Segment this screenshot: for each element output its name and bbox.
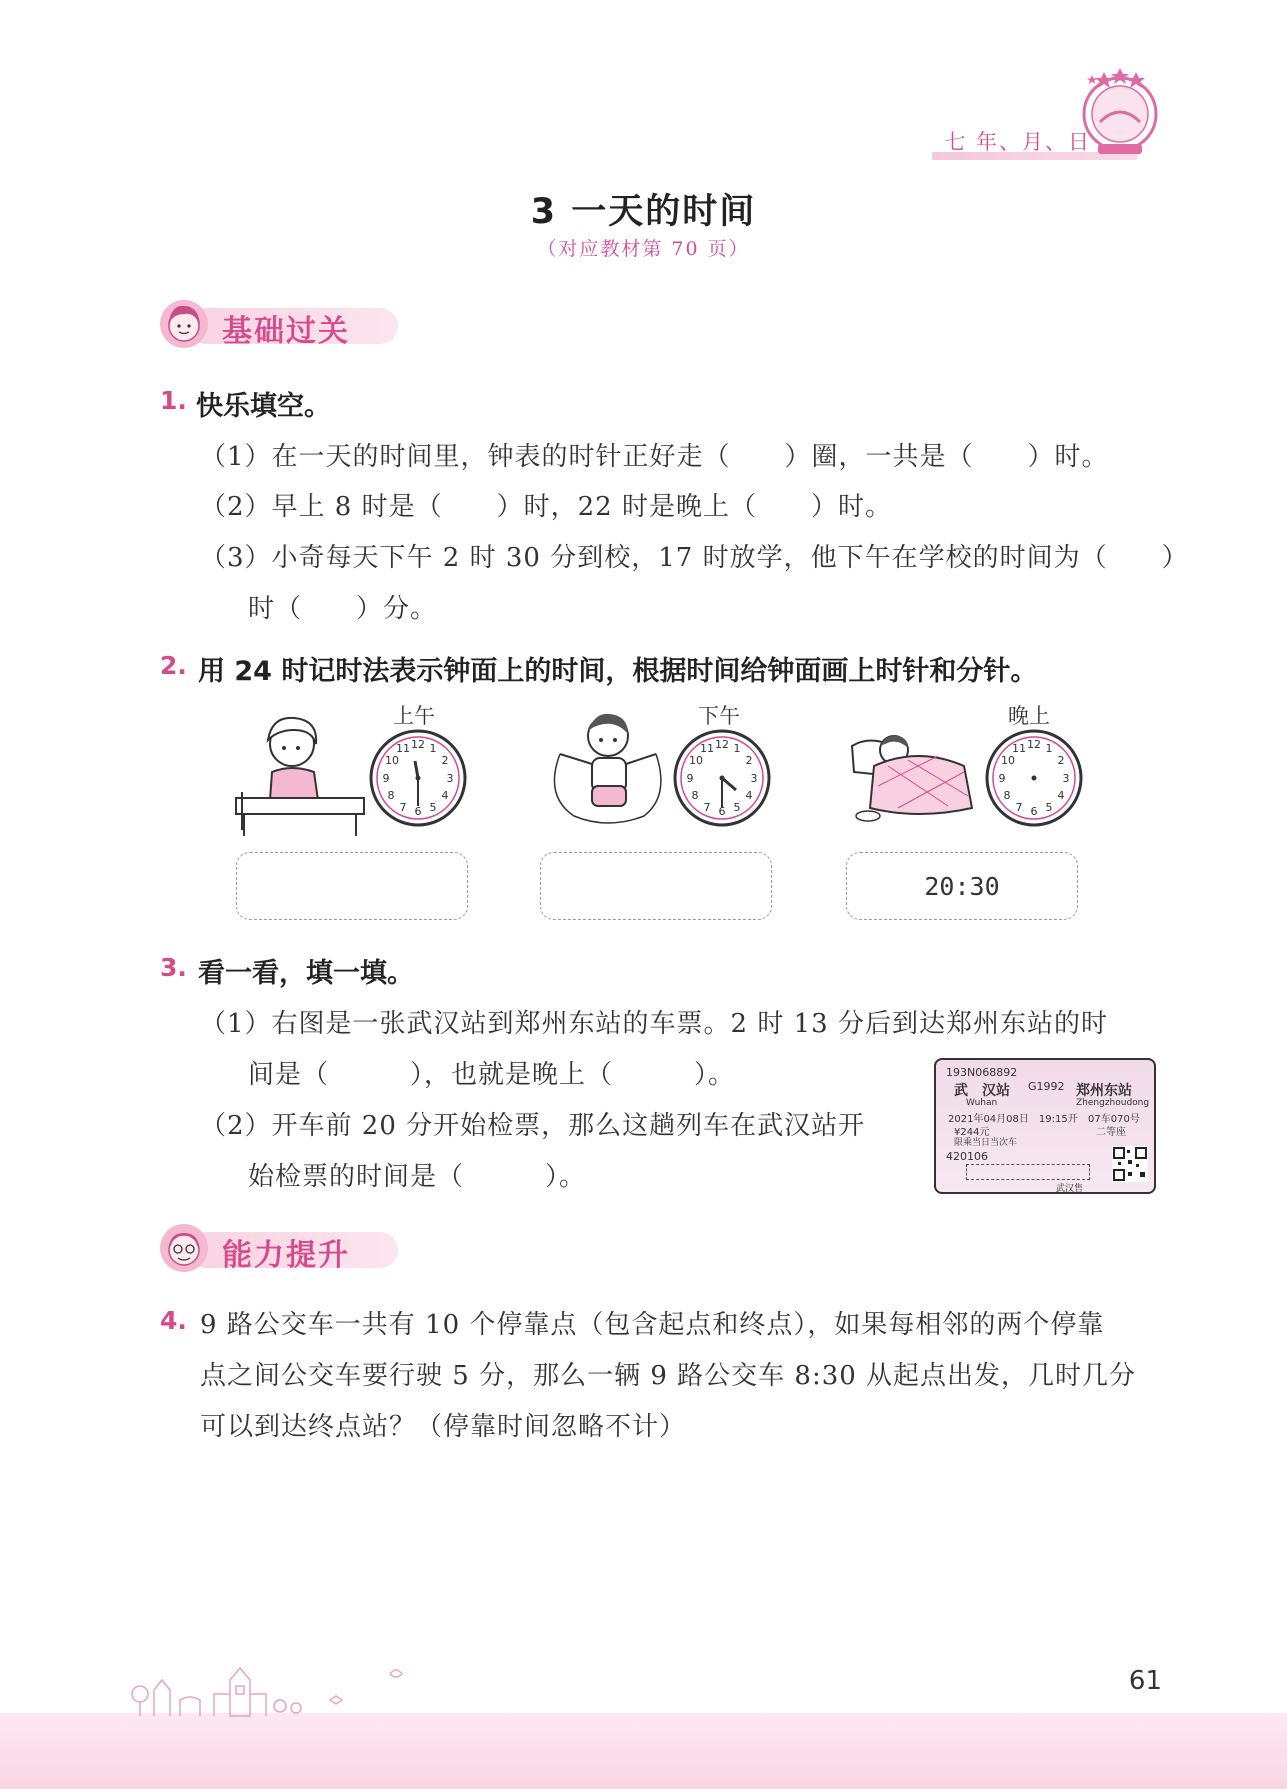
svg-text:5: 5	[1045, 801, 1053, 814]
section-advanced-label: 能力提升	[222, 1238, 350, 1273]
svg-text:9: 9	[382, 772, 390, 785]
section-advanced	[158, 1222, 403, 1274]
ticket-to: 郑州东站	[1076, 1083, 1132, 1099]
town-decoration-icon	[120, 1650, 420, 1720]
svg-text:1: 1	[733, 742, 741, 755]
q3-title: 看一看，填一填。	[198, 958, 414, 989]
svg-text:8: 8	[387, 789, 395, 802]
clock-icon	[368, 728, 468, 828]
page-title: 3 一天的时间	[530, 192, 757, 232]
svg-text:2: 2	[1057, 754, 1065, 767]
logo-seal-icon	[1070, 62, 1170, 162]
ticket-from: 武 汉站	[954, 1083, 1010, 1099]
q3-number: 3.	[160, 953, 187, 982]
q2-answer-box-afternoon[interactable]	[540, 852, 772, 920]
train-ticket	[934, 1058, 1156, 1194]
page-subtitle: （对应教材第 70 页）	[537, 238, 750, 260]
q4-line-2: 点之间公交车要行驶 5 分，那么一辆 9 路公交车 8:30 从起点出发，几时几分	[200, 1361, 1137, 1391]
q3-line-3: （2）开车前 20 分开始检票，那么这趟列车在武汉站开	[200, 1111, 866, 1141]
q1-line-4: 时（ ）分。	[248, 594, 438, 624]
svg-text:4: 4	[745, 789, 753, 802]
svg-text:11: 11	[396, 742, 410, 755]
q2-caption-morning: 上午	[393, 704, 435, 728]
svg-text:12: 12	[1027, 738, 1041, 751]
svg-text:7: 7	[399, 801, 407, 814]
girl-avatar-icon	[158, 298, 210, 350]
q2-number: 2.	[160, 651, 187, 680]
ticket-note: 限乘当日当次车	[954, 1138, 1018, 1148]
svg-text:6: 6	[718, 805, 726, 818]
ticket-train: G1992	[1028, 1080, 1065, 1093]
svg-text:7: 7	[1015, 801, 1023, 814]
svg-text:4: 4	[1057, 789, 1065, 802]
svg-text:11: 11	[700, 742, 714, 755]
page-number: 61	[1128, 1666, 1162, 1696]
q1-title: 快乐填空。	[196, 391, 331, 422]
svg-text:10: 10	[1001, 754, 1015, 767]
svg-text:2: 2	[441, 754, 449, 767]
ticket-footer: 武汉售	[1056, 1184, 1084, 1194]
section-basic	[158, 298, 403, 350]
ticket-datetime: 2021年04月08日 19:15开	[948, 1114, 1078, 1125]
svg-text:12: 12	[411, 738, 425, 751]
q3-line-4: 始检票的时间是（ ）。	[248, 1162, 587, 1192]
clock-icon	[984, 728, 1084, 828]
svg-text:6: 6	[1030, 805, 1038, 818]
q2-caption-afternoon: 下午	[698, 704, 740, 728]
section-basic-label: 基础过关	[222, 314, 350, 349]
q3-line-2: 间是（ ），也就是晚上（ ）。	[248, 1060, 736, 1090]
svg-text:3: 3	[446, 772, 454, 785]
svg-text:11: 11	[1012, 742, 1026, 755]
ticket-price: ¥244元	[954, 1127, 990, 1138]
qr-code-icon	[1112, 1146, 1148, 1182]
svg-text:9: 9	[686, 772, 694, 785]
boy-skipping-illustration	[544, 706, 674, 832]
svg-text:7: 7	[703, 801, 711, 814]
q2-answer-box-morning[interactable]	[236, 852, 468, 920]
svg-text:4: 4	[441, 789, 449, 802]
svg-text:9: 9	[998, 772, 1006, 785]
boy-sleeping-illustration	[848, 716, 978, 826]
q3-line-1: （1）右图是一张武汉站到郑州东站的车票。2 时 13 分后到达郑州东站的时	[200, 1009, 1108, 1039]
svg-text:10: 10	[689, 754, 703, 767]
q4-line-3: 可以到达终点站？（停靠时间忽略不计）	[200, 1412, 687, 1442]
clock-icon	[672, 728, 772, 828]
svg-text:1: 1	[1045, 742, 1053, 755]
q2-answer-box-evening[interactable]: 20:30	[846, 852, 1078, 920]
grandpa-avatar-icon	[158, 1222, 210, 1274]
q1-number: 1.	[160, 386, 187, 415]
svg-text:3: 3	[1062, 772, 1070, 785]
ticket-seat: 07车070号	[1088, 1114, 1140, 1125]
chapter-tag-text: 七 年、月、日	[944, 130, 1091, 154]
ticket-from-pinyin: Wuhan	[966, 1098, 998, 1108]
q1-line-2: （2）早上 8 时是（ ）时，22 时是晚上（ ）时。	[200, 492, 892, 522]
q1-line-3: （3）小奇每天下午 2 时 30 分到校，17 时放学，他下午在学校的时间为（ ）	[200, 543, 1189, 573]
svg-text:5: 5	[733, 801, 741, 814]
svg-text:1: 1	[429, 742, 437, 755]
ticket-id: 420106	[946, 1150, 988, 1163]
q4-line-1: 9 路公交车一共有 10 个停靠点（包含起点和终点），如果每相邻的两个停靠	[200, 1310, 1105, 1340]
girl-writing-illustration	[232, 710, 367, 840]
svg-text:2: 2	[745, 754, 753, 767]
ticket-serial: 193N068892	[946, 1066, 1018, 1079]
svg-text:8: 8	[1003, 789, 1011, 802]
ticket-dashed-box	[966, 1164, 1090, 1180]
q2-caption-evening: 晚上	[1008, 704, 1050, 728]
q4-number: 4.	[160, 1306, 187, 1335]
q2-title: 用 24 时记时法表示钟面上的时间，根据时间给钟面画上时针和分针。	[198, 656, 1038, 687]
svg-text:12: 12	[715, 738, 729, 751]
svg-text:8: 8	[691, 789, 699, 802]
svg-text:5: 5	[429, 801, 437, 814]
svg-text:10: 10	[385, 754, 399, 767]
ticket-class: 二等座	[1096, 1127, 1126, 1138]
footer-band	[0, 1713, 1287, 1789]
q1-line-1: （1）在一天的时间里，钟表的时针正好走（ ）圈，一共是（ ）时。	[200, 442, 1109, 472]
svg-text:3: 3	[750, 772, 758, 785]
ticket-to-pinyin: Zhengzhoudong	[1076, 1098, 1150, 1108]
svg-text:6: 6	[414, 805, 422, 818]
chapter-tag	[944, 126, 1091, 156]
